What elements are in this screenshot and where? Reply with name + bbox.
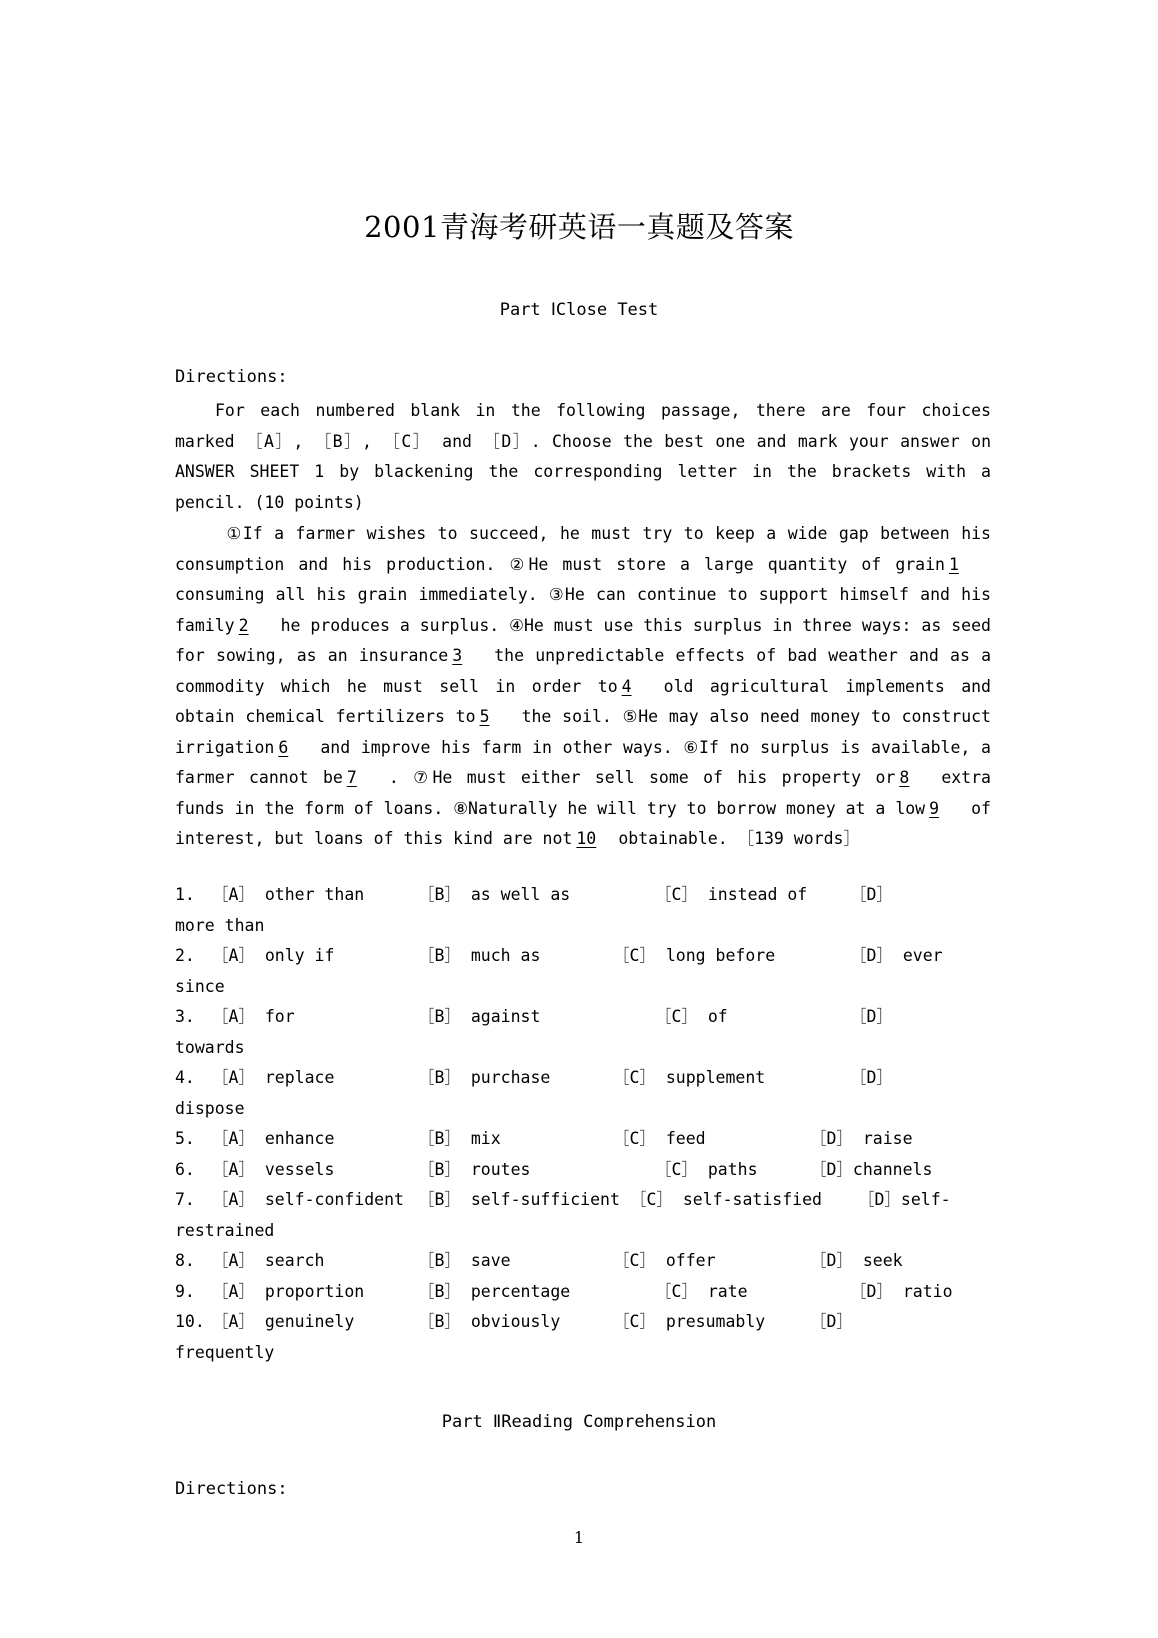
option-c: ［C］ presumably: [613, 1312, 766, 1331]
option-b: ［B］ self-sufficient: [418, 1190, 620, 1209]
option-b: ［B］ save: [418, 1251, 511, 1270]
passage-text: and improve his farm in other ways. ⑥If no surplus is available, a farmer cannot be: [175, 737, 991, 787]
passage-text: the soil. ⑤He may also need money to construct irrigation: [175, 707, 991, 757]
option-a: ［A］ search: [212, 1251, 325, 1270]
passage-text: the unpredictable effects of bad weather and as a commodity which he must sell in order to: [175, 646, 992, 696]
part1-heading: Part ⅠClose Test: [499, 300, 659, 320]
cloze-blank: 8: [899, 768, 910, 787]
question-row: [175, 941, 991, 1002]
option-b: ［B］ much as: [418, 946, 541, 965]
passage-text: of interest, but loans of this kind are not: [175, 798, 991, 848]
option-b: ［B］ against: [418, 1007, 541, 1026]
option-d: ［D］: [850, 1068, 893, 1087]
option-a: ［A］ proportion: [212, 1281, 365, 1301]
option-d-continued: since: [175, 976, 225, 996]
question-row: [175, 1307, 991, 1368]
question-number: 10.: [175, 1312, 205, 1331]
question-number: 3.: [175, 1007, 195, 1026]
option-c: ［C］ offer: [613, 1251, 716, 1270]
cloze-blank: 9: [929, 798, 940, 818]
option-d: ［D］: [850, 885, 893, 904]
option-c: ［C］ paths: [655, 1159, 758, 1179]
question-number: 4.: [175, 1068, 195, 1087]
option-d: ［D］: [810, 1312, 853, 1331]
passage-text: old agricultural implements and obtain chemical fertilizers to: [175, 676, 991, 726]
option-c: ［C］ self-satisfied: [630, 1190, 822, 1209]
question-row: [175, 1155, 991, 1186]
cloze-blank: 6: [278, 737, 289, 757]
option-a: ［A］ vessels: [212, 1159, 335, 1179]
passage-text: he produces a surplus. ④He must use this surplus in three ways: as seed for sowing, as an insurance: [175, 615, 991, 665]
option-c: ［C］ rate: [655, 1281, 748, 1301]
cloze-blank: 7: [346, 768, 357, 787]
part1-directions-label: Directions:: [175, 367, 288, 387]
question-row: [175, 1246, 991, 1277]
option-a: ［A］ enhance: [212, 1129, 335, 1148]
option-c: ［C］ long before: [613, 946, 776, 965]
part1-instructions: [175, 396, 991, 518]
option-b: ［B］ as well as: [418, 885, 571, 904]
cloze-blank: 3: [452, 646, 463, 665]
option-d-continued: more than: [175, 915, 265, 935]
instructions-text: For each numbered blank in the following passage, there are four choices marked ［A］, ［B］, ［C］ and ［D］. Choose the best one and mark your answer on ANSWER SHEET 1 by blackening the corresponding letter in the brackets with a pencil. (10 points): [175, 401, 991, 512]
option-b: ［B］ obviously: [418, 1312, 561, 1331]
option-d: ［D］ ever: [850, 946, 943, 965]
passage-text: consuming all his grain immediately. ③He can continue to support himself and his family: [175, 585, 991, 635]
answer-options-list: [175, 880, 991, 1368]
option-a: ［A］ self-confident: [212, 1190, 404, 1209]
cloze-blank: 5: [479, 707, 490, 726]
question-row: [175, 1063, 991, 1124]
question-number: 7.: [175, 1190, 195, 1209]
option-d: ［D］: [850, 1007, 893, 1026]
part2-heading: Part ⅡReading Comprehension: [441, 1412, 717, 1432]
option-a: ［A］ replace: [212, 1068, 335, 1087]
question-number: 9.: [175, 1281, 195, 1301]
option-d: ［D］self-: [858, 1190, 951, 1209]
passage-text: extra funds in the form of loans. ⑧Naturally he will try to borrow money at a low: [175, 768, 991, 818]
option-b: ［B］ mix: [418, 1129, 501, 1148]
option-a: ［A］ other than: [212, 885, 365, 904]
option-d: ［D］ ratio: [850, 1281, 953, 1301]
option-b: ［B］ percentage: [418, 1281, 571, 1301]
option-c: ［C］ of: [655, 1007, 728, 1026]
page-number: 1: [573, 1528, 585, 1547]
question-row: [175, 1185, 991, 1246]
option-d-continued: frequently: [175, 1342, 275, 1362]
option-d-continued: towards: [175, 1037, 245, 1057]
question-number: 5.: [175, 1129, 195, 1148]
passage-text: ①If a farmer wishes to succeed, he must try to keep a wide gap between his consumption and his production. ②He must store a large quantity of grain: [175, 524, 991, 574]
option-d: ［D］ seek: [810, 1251, 903, 1270]
option-c: ［C］ supplement: [613, 1068, 766, 1087]
question-row: [175, 1002, 991, 1063]
option-a: ［A］ for: [212, 1007, 295, 1026]
question-row: [175, 1277, 991, 1308]
passage-text: . ⑦He must either sell some of his property or: [388, 768, 896, 787]
question-number: 2.: [175, 946, 195, 965]
option-d: ［D］ raise: [810, 1129, 913, 1148]
question-number: 8.: [175, 1251, 195, 1270]
passage-text: obtainable. ［139 words］: [618, 829, 860, 848]
option-c: ［C］ instead of: [655, 885, 808, 904]
cloze-blank: 4: [621, 676, 632, 696]
option-a: ［A］ only if: [212, 946, 335, 965]
question-number: 6.: [175, 1159, 195, 1179]
cloze-blank: 10: [576, 829, 597, 848]
option-b: ［B］ purchase: [418, 1068, 551, 1087]
question-row: [175, 1124, 991, 1155]
option-c: ［C］ feed: [613, 1129, 706, 1148]
option-b: ［B］ routes: [418, 1159, 531, 1179]
option-d-continued: restrained: [175, 1220, 275, 1240]
option-d: ［D］channels: [810, 1159, 933, 1179]
cloze-blank: 1: [949, 554, 959, 574]
option-d-continued: dispose: [175, 1098, 245, 1118]
document-title: 2001青海考研英语一真题及答案: [364, 210, 794, 244]
cloze-passage: [175, 519, 991, 855]
part2-directions-label: Directions:: [175, 1479, 288, 1499]
question-row: [175, 880, 991, 941]
option-a: ［A］ genuinely: [212, 1312, 355, 1331]
question-number: 1.: [175, 885, 195, 904]
cloze-blank: 2: [238, 615, 249, 635]
